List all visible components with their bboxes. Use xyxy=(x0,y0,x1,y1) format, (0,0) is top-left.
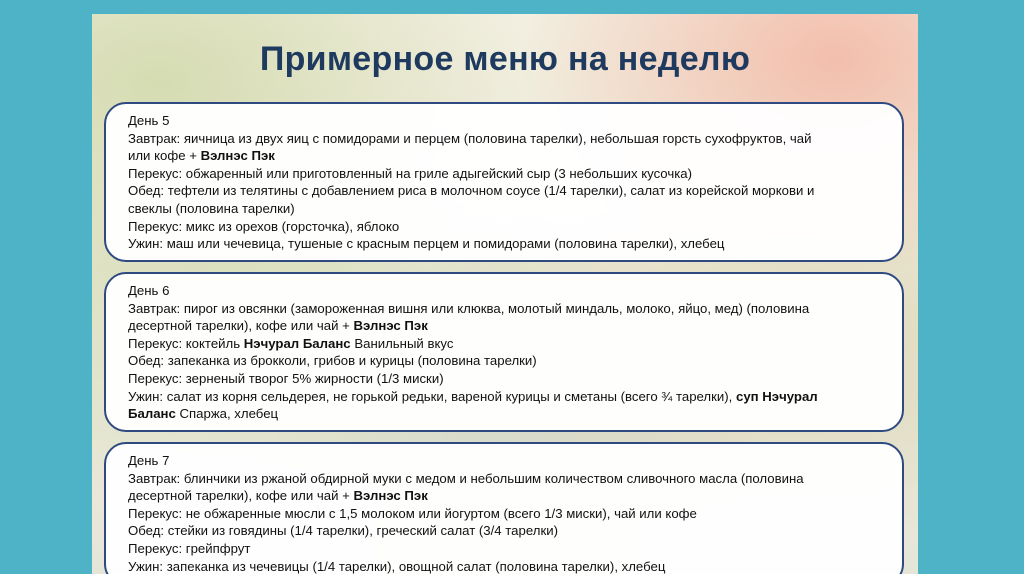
day-heading: День 6 xyxy=(128,283,170,298)
day-card-7 xyxy=(104,442,904,574)
dinner-line: Ужин: маш или чечевица, тушеные с красным перцем и помидорами (половина тарелки), хлебец xyxy=(128,236,725,252)
lunch-line: Обед: стейки из говядины (1/4 тарелки), греческий салат (3/4 тарелки) xyxy=(128,523,558,539)
product-name: Вэлнэс Пэк xyxy=(353,318,428,334)
breakfast-text: десертной тарелки), кофе или чай + xyxy=(128,318,354,334)
snack-text: Перекус: коктейль xyxy=(128,335,244,351)
dinner-line-cont xyxy=(128,405,886,423)
breakfast-line: Завтрак: яичница из двух яиц с помидорами и перцем (половина тарелки), небольшая горсть сухофруктов, чай xyxy=(128,130,812,146)
snack-line: Перекус: микс из орехов (горсточка), яблоко xyxy=(128,218,400,234)
breakfast-line: Завтрак: пирог из овсянки (замороженная вишня или клюква, молотый миндаль, молоко, яйцо, мед) (половина xyxy=(128,300,810,316)
lunch-line: Обед: тефтели из телятины с добавлением риса в молочном соусе (1/4 тарелки), салат из корейской моркови и xyxy=(128,183,815,199)
breakfast-line-cont xyxy=(128,487,886,505)
dinner-line xyxy=(128,388,886,406)
dinner-text: Ужин: салат из корня сельдерея, не горькой редьки, вареной курицы и сметаны (всего ¾ тарелки), xyxy=(128,388,736,404)
snack-line: Перекус: зерненый творог 5% жирности (1/3 миски) xyxy=(128,370,444,386)
product-name: суп Нэчурал xyxy=(735,388,818,404)
breakfast-line: Завтрак: блинчики из ржаной обдирной муки с медом и небольшим количеством сливочного масла (половина xyxy=(128,470,804,486)
snack-line xyxy=(128,335,886,353)
day-card-5 xyxy=(104,102,904,262)
product-name: Баланс xyxy=(128,406,176,422)
dinner-line: Ужин: запеканка из чечевицы (1/4 тарелки), овощной салат (половина тарелки), хлебец xyxy=(128,558,666,574)
dinner-text: Спаржа, хлебец xyxy=(175,406,279,422)
day-heading: День 5 xyxy=(128,113,170,128)
snack-flavor: Ванильный вкус xyxy=(350,335,454,351)
product-name: Нэчурал Баланс xyxy=(243,335,351,351)
lunch-line-cont: свеклы (половина тарелки) xyxy=(128,200,295,216)
breakfast-text: десертной тарелки), кофе или чай + xyxy=(128,488,354,504)
day-card-6 xyxy=(104,272,904,432)
snack-line: Перекус: обжаренный или приготовленный на гриле адыгейский сыр (3 небольших кусочка) xyxy=(128,165,693,181)
day-heading: День 7 xyxy=(128,453,170,468)
slide-title: Примерное меню на неделю xyxy=(259,40,751,78)
snack-line: Перекус: не обжаренные мюсли с 1,5 молоком или йогуртом (всего 1/3 миски), чай или кофе xyxy=(128,505,697,521)
product-name: Вэлнэс Пэк xyxy=(353,488,428,504)
breakfast-text: или кофе + xyxy=(128,148,201,164)
slide xyxy=(92,14,918,574)
lunch-line: Обед: запеканка из брокколи, грибов и курицы (половина тарелки) xyxy=(128,353,537,369)
snack-line: Перекус: грейпфрут xyxy=(128,540,251,556)
breakfast-line-cont xyxy=(128,317,886,335)
breakfast-line-cont xyxy=(128,147,886,165)
product-name: Вэлнэс Пэк xyxy=(200,148,275,164)
